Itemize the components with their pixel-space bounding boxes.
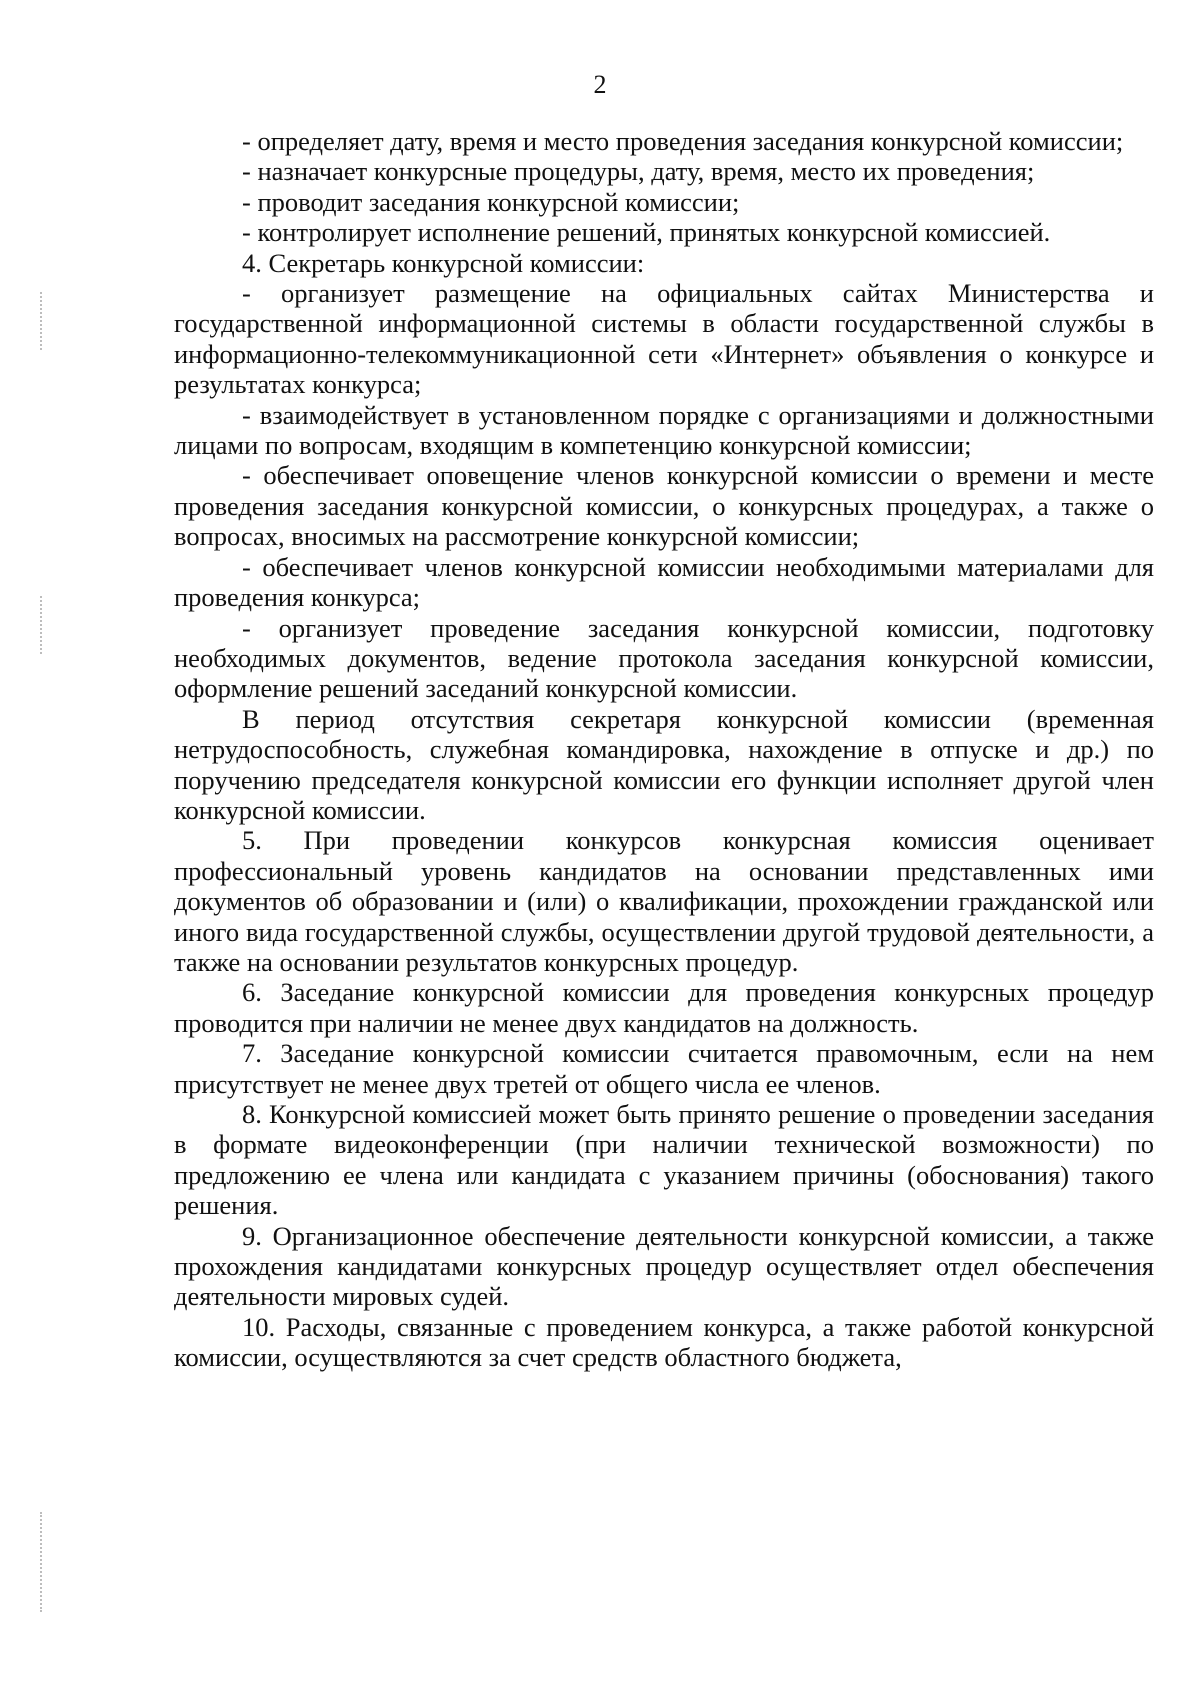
paragraph-1: - определяет дату, время и место проведения заседания конкурсной комиссии; xyxy=(242,126,1124,156)
paragraph-5: 4. Секретарь конкурсной комиссии: xyxy=(242,247,645,278)
paragraph-14: 7. Заседание конкурсной комиссии считается правомочным, если на нем присутствует не менее двух третей от общего числа ее членов. xyxy=(174,1038,1154,1099)
scan-margin-mark xyxy=(40,1512,44,1612)
paragraph-15: 8. Конкурсной комиссией может быть принято решение о проведении заседания в формате видеоконференции (при наличии технической возможности) по предложению ее члена или кандидата с указанием причины (обоснования) такого решения. xyxy=(174,1099,1154,1221)
paragraph-12: 5. При проведении конкурсов конкурсная комиссия оценивает профессиональный уровень кандидатов на основании представленных ими документов об образовании и (или) о квалификации, прохождении гражданской или иного вида государственной службы, осуществлении другой трудовой деятельности, а также на основании результатов конкурсных процедур. xyxy=(174,825,1154,977)
paragraph-3: - проводит заседания конкурсной комиссии; xyxy=(242,186,740,217)
paragraph-9: - обеспечивает членов конкурсной комиссии необходимыми материалами для проведения конкурса; xyxy=(174,551,1154,613)
paragraph-13: 6. Заседание конкурсной комиссии для проведения конкурсных процедур проводится при наличии не менее двух кандидатов на должность. xyxy=(174,977,1154,1038)
paragraph-4: - контролирует исполнение решений, принятых конкурсной комиссией. xyxy=(242,217,1051,248)
document-body xyxy=(174,126,1154,1373)
paragraph-2: - назначает конкурсные процедуры, дату, время, место их проведения; xyxy=(242,156,1035,187)
paragraph-17: 10. Расходы, связанные с проведением конкурса, а также работой конкурсной комиссии, осуществляются за счет средств областного бюджета, xyxy=(174,1311,1154,1373)
paragraph-8: - обеспечивает оповещение членов конкурсной комиссии о времени и месте проведения заседания конкурсной комиссии, о конкурсных процедурах, а также о вопросах, вносимых на рассмотрение конкурсной комиссии; xyxy=(174,460,1154,552)
page-number: 2 xyxy=(593,70,607,99)
paragraph-10: - организует проведение заседания конкурсной комиссии, подготовку необходимых документов, ведение протокола заседания конкурсной комиссии, оформление решений заседаний конкурсной комиссии. xyxy=(174,612,1154,704)
paragraph-11: В период отсутствия секретаря конкурсной комиссии (временная нетрудоспособность, служебная командировка, нахождение в отпуске и др.) по поручению председателя конкурсной комиссии его функции исполняет другой член конкурсной комиссии. xyxy=(174,703,1154,825)
paragraph-7: - взаимодействует в установленном порядке с организациями и должностными лицами по вопросам, входящим в компетенцию конкурсной комиссии; xyxy=(174,399,1154,461)
paragraph-16: 9. Организационное обеспечение деятельности конкурсной комиссии, а также прохождения кандидатами конкурсных процедур осуществляет отдел обеспечения деятельности мировых судей. xyxy=(174,1220,1154,1312)
scan-margin-mark xyxy=(40,596,44,654)
scan-margin-mark xyxy=(40,292,44,350)
paragraph-6: - организует размещение на официальных сайтах Министерства и государственной информационной системы в области государственной службы в информационно-телекоммуникационной сети «Интернет» объявления о конкурсе и результатах конкурса; xyxy=(174,278,1154,400)
